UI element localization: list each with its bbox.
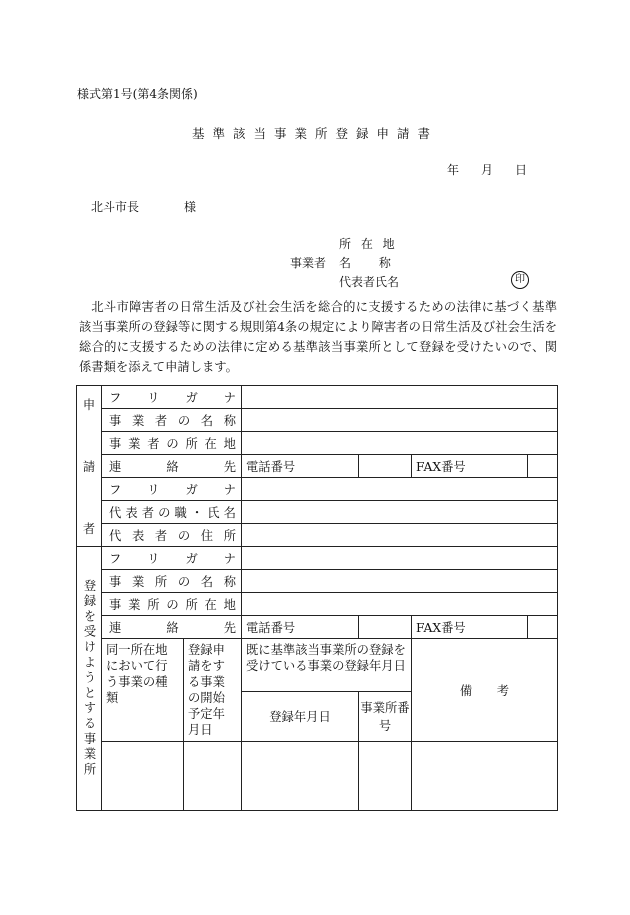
header-remarks: 備 考 <box>412 639 558 742</box>
field-facility-furigana[interactable] <box>242 547 558 570</box>
honorific: 様 <box>184 200 197 214</box>
phone-label: 電話番号 <box>242 455 359 478</box>
form-number: 様式第1号(第4条関係) <box>77 87 198 101</box>
field-rep-address[interactable] <box>242 524 558 547</box>
seal-mark: 印 <box>511 271 529 289</box>
cell-same-location-business[interactable] <box>102 742 184 811</box>
applicant-group-label: 事業者 <box>290 256 327 270</box>
application-table <box>76 385 558 811</box>
cell-remarks[interactable] <box>412 742 558 811</box>
applicant-section-label: 申 請 者 <box>77 386 102 547</box>
applicant-rep-label: 代表者氏名 <box>339 275 400 289</box>
document-title: 基準該当事業所登録申請書 <box>191 126 438 141</box>
row-label-rep-title-name: 代 表 者 の 職 ・ 氏 名 <box>102 501 242 524</box>
field-applicant-furigana[interactable] <box>242 386 558 409</box>
header-start-date: 登録申請をする事業の開始予定年月日 <box>184 639 242 742</box>
field-applicant-name[interactable] <box>242 409 558 432</box>
applicant-address-label: 所 在 地 <box>339 237 395 251</box>
cell-facility-number[interactable] <box>359 742 412 811</box>
row-label-applicant-name: 事 業 者 の 名 称 <box>102 409 242 432</box>
cell-registration-date[interactable] <box>242 742 359 811</box>
facility-fax-label: FAX番号 <box>412 616 528 639</box>
field-rep-title-name[interactable] <box>242 501 558 524</box>
row-label-applicant-address: 事 業 者 の 所 在 地 <box>102 432 242 455</box>
recipient: 北斗市長 <box>91 200 140 214</box>
date-day: 日 <box>515 163 528 177</box>
field-facility-name[interactable] <box>242 570 558 593</box>
date-year: 年 <box>447 163 460 177</box>
field-facility-address[interactable] <box>242 593 558 616</box>
row-label-facility-contact: 連 絡 先 <box>102 616 242 639</box>
header-facility-number: 事業所番号 <box>359 691 412 741</box>
field-rep-furigana[interactable] <box>242 478 558 501</box>
field-applicant-address[interactable] <box>242 432 558 455</box>
row-label-rep-address: 代 表 者 の 住 所 <box>102 524 242 547</box>
facility-phone-label: 電話番号 <box>242 616 359 639</box>
application-statement-text: 北斗市障害者の日常生活及び社会生活を総合的に支援するための法律に基づく基準該当事業所の登録等に関する規則第4条の規定により障害者の日常生活及び社会生活を総合的に支援するための法律に定める基準該当事業所として登録を受けたいので、関係書類を添えて申請します。 <box>79 300 557 374</box>
facility-section-label: 登録を受けようとする事業所 <box>77 547 102 811</box>
header-registration-date: 登録年月日 <box>242 691 359 741</box>
field-applicant-phone[interactable] <box>359 455 412 478</box>
row-label-facility-address: 事 業 所 の 所 在 地 <box>102 593 242 616</box>
header-existing-registration: 既に基準該当事業所の登録を受けている事業の登録年月日 <box>242 639 412 692</box>
applicant-name-label: 名 称 <box>339 256 391 270</box>
field-facility-phone[interactable] <box>359 616 412 639</box>
row-label-applicant-contact: 連 絡 先 <box>102 455 242 478</box>
fax-label: FAX番号 <box>412 455 528 478</box>
row-label-facility-name: 事 業 所 の 名 称 <box>102 570 242 593</box>
field-facility-fax[interactable] <box>528 616 558 639</box>
application-statement <box>79 297 557 377</box>
row-label-furigana: フ リ ガ ナ <box>102 386 242 409</box>
cell-start-date[interactable] <box>184 742 242 811</box>
date-month: 月 <box>481 163 494 177</box>
header-same-location-business: 同一所在地において行う事業の種類 <box>102 639 184 742</box>
field-applicant-fax[interactable] <box>528 455 558 478</box>
row-label-facility-furigana: フ リ ガ ナ <box>102 547 242 570</box>
row-label-rep-furigana: フ リ ガ ナ <box>102 478 242 501</box>
